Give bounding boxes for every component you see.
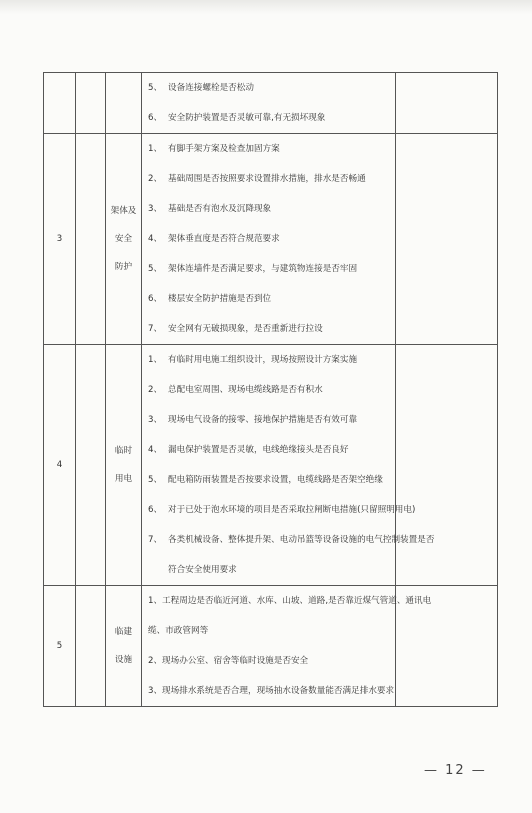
item-text: 缆、市政管网等 (148, 626, 209, 636)
list-item (148, 194, 395, 224)
list-item (148, 525, 435, 555)
row-number-cell: 4 (44, 345, 76, 586)
category-label: 防护 (114, 262, 133, 272)
item-text: 楼层安全防护措施是否到位 (168, 294, 272, 304)
category-cell (106, 345, 142, 586)
list-item (148, 495, 416, 525)
table-row (44, 586, 498, 707)
item-text: 安全网有无破损现象，是否重新进行拉设 (168, 324, 323, 334)
item-index: 3、 (148, 415, 163, 425)
item-text: 设备连接螺栓是否松动 (168, 83, 254, 93)
item-text: 各类机械设备、整体提升架、电动吊篮等设备设施的电气控制装置是否 (168, 535, 435, 545)
item-index: 3、 (148, 204, 163, 214)
item-index: 1、 (148, 355, 163, 365)
list-item (148, 224, 395, 254)
category-label: 临建 (114, 627, 133, 637)
item-text: 有临时用电施工组织设计，现场按照设计方案实施 (168, 355, 358, 365)
category-label: 临时 (114, 446, 133, 456)
list-item-continuation (148, 555, 395, 585)
list-item (148, 73, 395, 103)
list-item (148, 646, 395, 676)
item-index: 4、 (148, 234, 163, 244)
scan-top-band (0, 0, 532, 14)
list-item (148, 103, 395, 133)
category-label: 安全 (114, 234, 133, 244)
list-item (148, 465, 395, 495)
items-cell (142, 345, 435, 586)
list-item-continuation (148, 616, 395, 646)
items-cell (142, 586, 432, 707)
blank-cell (76, 586, 106, 707)
category-cell (106, 134, 142, 345)
list-item (148, 676, 395, 706)
row-number-cell: 3 (44, 134, 76, 345)
notes-cell (396, 345, 498, 586)
item-index: 5、 (148, 83, 163, 93)
item-index: 7、 (148, 535, 163, 545)
notes-cell (396, 73, 498, 134)
item-text: 架体连墙件是否满足要求，与建筑物连接是否牢固 (168, 264, 358, 274)
item-index: 6、 (148, 294, 163, 304)
list-item (148, 345, 395, 375)
item-text: 2、现场办公室、宿舍等临时设施是否安全 (148, 656, 309, 666)
item-index: 6、 (148, 505, 163, 515)
item-index: 5、 (148, 264, 163, 274)
list-item (148, 284, 395, 314)
table-row (44, 345, 498, 586)
item-index: 1、 (148, 144, 163, 154)
blank-cell (76, 345, 106, 586)
item-text: 3、现场排水系统是否合理，现场抽水设备数量能否满足排水要求 (148, 686, 395, 696)
blank-cell (76, 134, 106, 345)
item-index: 7、 (148, 324, 163, 334)
table-row (44, 73, 498, 134)
page-number: — 12 — (424, 763, 487, 778)
item-index: 2、 (148, 385, 163, 395)
category-label: 设施 (114, 655, 133, 665)
category-cell (106, 586, 142, 707)
items-cell (142, 134, 396, 345)
item-text: 符合安全使用要求 (168, 565, 237, 575)
item-text: 总配电室周围、现场电缆线路是否有积水 (168, 385, 323, 395)
item-index: 5、 (148, 475, 163, 485)
item-text: 对于已处于泡水环境的项目是否采取拉闸断电措施(只留照明用电) (168, 505, 416, 515)
item-text: 安全防护装置是否灵敏可靠,有无损坏现象 (168, 113, 326, 123)
list-item (148, 314, 395, 344)
item-text: 漏电保护装置是否灵敏，电线绝缘接头是否良好 (168, 445, 349, 455)
item-text: 架体垂直度是否符合规范要求 (168, 234, 280, 244)
item-index: 4、 (148, 445, 163, 455)
list-item (148, 375, 395, 405)
item-text: 有脚手架方案及检查加固方案 (168, 144, 280, 154)
notes-cell (396, 134, 498, 345)
item-text: 1、工程周边是否临近河道、水库、山坡、道路,是否靠近煤气管道、通讯电 (148, 596, 432, 606)
item-text: 现场电气设备的接零、接地保护措施是否有效可靠 (168, 415, 358, 425)
category-label: 用电 (114, 474, 133, 484)
category-label: 架体及 (110, 206, 137, 216)
category-cell (106, 73, 142, 134)
item-text: 基础是否有泡水及沉降现象 (168, 204, 272, 214)
items-cell (142, 73, 396, 134)
table-row (44, 134, 498, 345)
item-index: 2、 (148, 174, 163, 184)
list-item (148, 134, 395, 164)
list-item (148, 254, 395, 284)
list-item (148, 405, 395, 435)
inspection-table (43, 72, 498, 707)
item-text: 基础周围是否按照要求设置排水措施，排水是否畅通 (168, 174, 366, 184)
item-text: 配电箱防雨装置是否按要求设置，电缆线路是否架空绝缘 (168, 475, 383, 485)
list-item (148, 586, 432, 616)
list-item (148, 164, 395, 194)
row-number-cell: 5 (44, 586, 76, 707)
blank-cell (76, 73, 106, 134)
list-item (148, 435, 395, 465)
item-index: 6、 (148, 113, 163, 123)
row-number-cell (44, 73, 76, 134)
